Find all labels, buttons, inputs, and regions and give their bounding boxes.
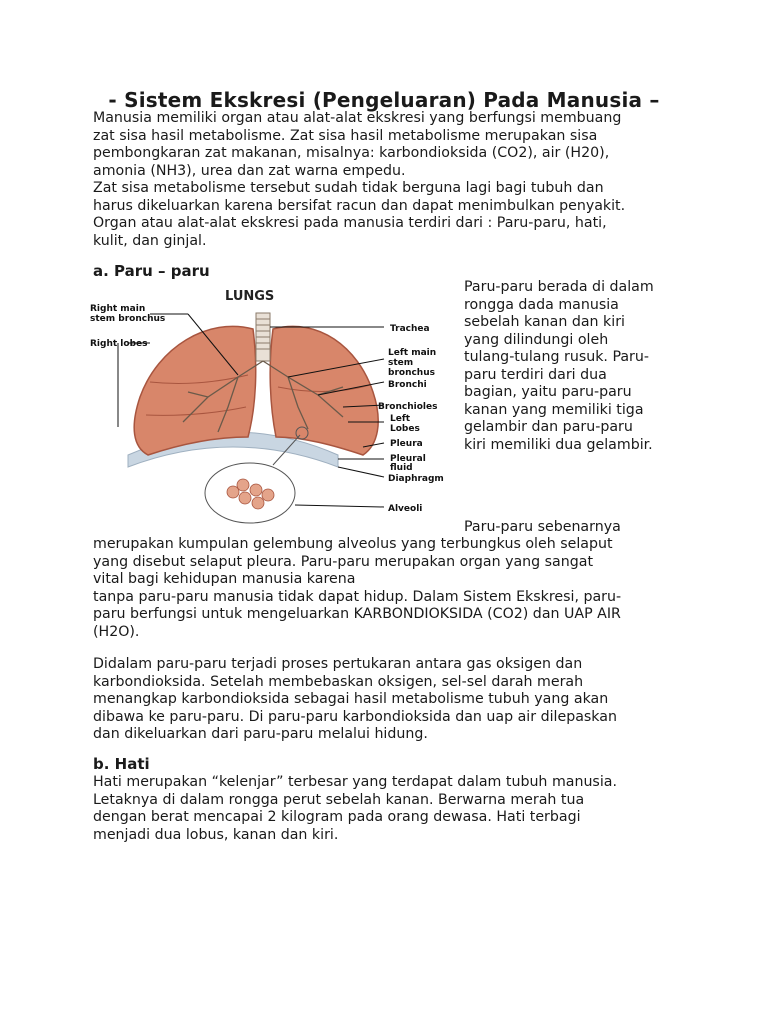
intro-line: pembongkaran zat makanan, misalnya: karbondioksida (CO2), air (H20), (93, 145, 610, 161)
body-line: paru berfungsi untuk mengeluarkan KARBONDIOKSIDA (CO2) dan UAP AIR (93, 606, 621, 622)
label-left-lobes: Lobes (390, 424, 420, 434)
side-line: Paru-paru berada di dalam (464, 279, 654, 295)
body-line: karbondioksida. Setelah membebaskan oksigen, sel-sel darah merah (93, 673, 584, 690)
body-line: vital bagi kehidupan manusia karena (93, 571, 356, 587)
side-line: rongga dada manusia (464, 296, 619, 313)
label-left-lobes: Left (390, 414, 411, 424)
body-line: dengan berat mencapai 2 kilogram pada orang dewasa. Hati terbagi (93, 809, 581, 825)
label-bronchioles: Bronchioles (378, 402, 438, 412)
body-line: dan dikeluarkan dari paru-paru melalui hidung. (93, 726, 428, 742)
label-diaphragm: Diaphragm (388, 474, 444, 484)
side-line: bagian, yaitu paru-paru (464, 384, 632, 400)
section-a-side-text (464, 279, 684, 454)
section-b-body (93, 774, 683, 844)
label-pleural-fluid: fluid (390, 463, 413, 473)
section-a-body-2 (93, 656, 683, 744)
intro-line: kulit, dan ginjal. (93, 232, 207, 249)
label-alveoli: Alveoli (388, 504, 423, 514)
label-left-main-stem: Left main (388, 348, 437, 358)
intro-line: zat sisa hasil metabolisme. Zat sisa hasil metabolisme merupakan sisa (93, 127, 598, 144)
body-line: menangkap karbondioksida sebagai hasil metabolisme tubuh yang akan (93, 691, 609, 707)
label-pleural-fluid: Pleural (390, 454, 426, 464)
body-line: Letaknya di dalam rongga perut sebelah kanan. Berwarna merah tua (93, 791, 585, 808)
label-left-main-stem: stem (388, 358, 414, 368)
page-title: - Sistem Ekskresi (Pengeluaran) Pada Manusia – (108, 88, 660, 112)
section-a-side-tail: Paru-paru sebenarnya (464, 519, 621, 535)
side-line: paru terdiri dari dua (464, 366, 607, 383)
figure-title: LUNGS (225, 289, 275, 304)
side-line: kiri memiliki dua gelambir. (464, 436, 653, 453)
intro-line: Organ atau alat-alat ekskresi pada manusia terdiri dari : Paru-paru, hati, (93, 215, 607, 231)
body-line: tanpa paru-paru manusia tidak dapat hidup. Dalam Sistem Ekskresi, paru- (93, 588, 622, 605)
side-line: kanan yang memiliki tiga (464, 401, 644, 418)
body-line: yang disebut selaput pleura. Paru-paru merupakan organ yang sangat (93, 553, 594, 570)
body-line: Didalam paru-paru terjadi proses pertukaran antara gas oksigen dan (93, 656, 583, 672)
intro-paragraph (93, 110, 683, 250)
label-right-lobes: Right lobes (90, 339, 148, 349)
body-line: (H2O). (93, 623, 140, 640)
section-b-heading: b. Hati (93, 755, 150, 773)
body-line: Hati merupakan “kelenjar” terbesar yang terdapat dalam tubuh manusia. (93, 774, 617, 790)
intro-line: amonia (NH3), urea dan zat warna empedu. (93, 162, 406, 179)
body-line: menjadi dua lobus, kanan dan kiri. (93, 826, 339, 843)
label-pleura: Pleura (390, 439, 423, 449)
label-right-main-stem: Right main (90, 304, 146, 314)
body-line: dibawa ke paru-paru. Di paru-paru karbondioksida dan uap air dilepaskan (93, 708, 617, 725)
label-right-main-stem: stem bronchus (90, 314, 166, 324)
section-a-body (93, 536, 683, 641)
label-left-main-stem: bronchus (388, 368, 435, 378)
section-a-heading: a. Paru – paru (93, 262, 210, 280)
lungs-diagram (88, 287, 453, 525)
intro-line: harus dikeluarkan karena bersifat racun dan dapat menimbulkan penyakit. (93, 197, 626, 214)
intro-line: Zat sisa metabolisme tersebut sudah tidak berguna lagi bagi tubuh dan (93, 180, 604, 196)
side-line: sebelah kanan dan kiri (464, 314, 625, 330)
side-line: gelambir dan paru-paru (464, 419, 633, 435)
side-line: yang dilindungi oleh (464, 331, 609, 348)
side-line: tulang-tulang rusuk. Paru- (464, 349, 650, 365)
label-trachea: Trachea (390, 324, 430, 334)
intro-line: Manusia memiliki organ atau alat-alat ekskresi yang berfungsi membuang (93, 110, 622, 126)
label-bronchi: Bronchi (388, 380, 427, 390)
body-line: merupakan kumpulan gelembung alveolus yang terbungkus oleh selaput (93, 536, 613, 552)
